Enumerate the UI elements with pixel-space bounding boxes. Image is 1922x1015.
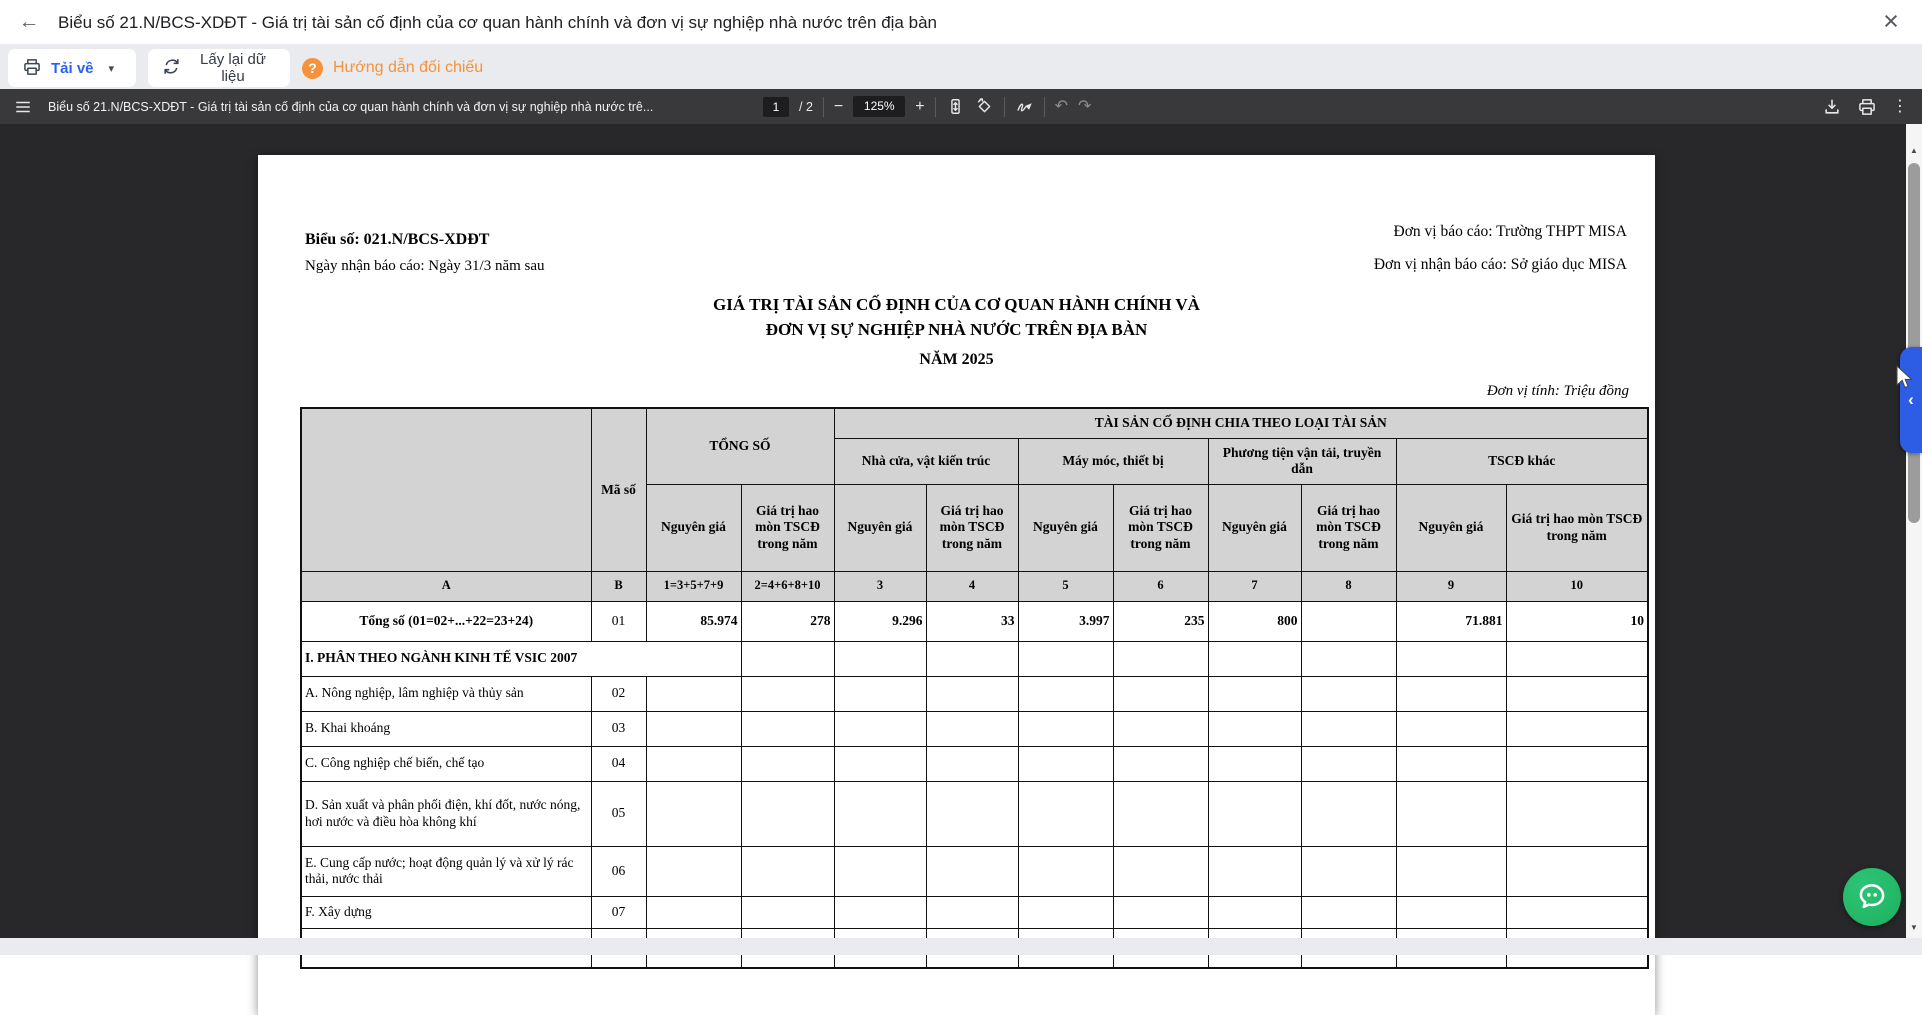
empty-cell <box>1396 781 1506 846</box>
col-header-tong-so: TỔNG SỐ <box>646 408 834 484</box>
question-icon: ? <box>302 58 323 79</box>
download-button[interactable] <box>8 49 136 87</box>
download-label: Tải về <box>51 59 94 77</box>
toolbar-divider <box>1004 97 1005 117</box>
empty-cell <box>1506 711 1648 746</box>
pdf-toolbar-left <box>14 89 653 124</box>
pdf-toolbar-right <box>1822 89 1908 124</box>
undo-button[interactable]: ↶ <box>1054 98 1068 115</box>
empty-cell <box>1301 746 1396 781</box>
col-header-category: TSCĐ khác <box>1396 438 1648 484</box>
toolbar-divider <box>823 97 824 117</box>
empty-cell <box>646 711 741 746</box>
empty-cell <box>741 676 834 711</box>
col-header-category: Phương tiện vận tải, truyền dẫn <box>1208 438 1396 484</box>
col-header-hao-mon: Giá trị hao mòn TSCĐ trong năm <box>1506 484 1648 571</box>
total-code: 01 <box>591 601 646 641</box>
bottom-scroll-strip <box>0 938 1922 955</box>
zoom-level-input[interactable]: 125% <box>853 96 905 117</box>
window-title: Biểu số 21.N/BCS-XDĐT - Giá trị tài sản cố định của cơ quan hành chính và đơn vị sự nghiệp nhà nước trên địa bàn <box>58 13 937 32</box>
action-toolbar <box>0 44 1922 89</box>
pdf-toolbar-center <box>763 89 1091 124</box>
close-button[interactable]: × <box>1883 6 1899 36</box>
empty-cell <box>741 746 834 781</box>
zoom-out-button[interactable]: − <box>833 98 844 115</box>
empty-cell <box>1113 846 1208 896</box>
table-row <box>301 711 1648 746</box>
empty-cell <box>1396 896 1506 928</box>
col-code: A <box>301 571 591 601</box>
col-header-category: Nhà cửa, vật kiến trúc <box>834 438 1018 484</box>
annotate-pen-icon[interactable] <box>1015 97 1034 116</box>
form-number: Biểu số: 021.N/BCS-XDĐT <box>305 231 490 248</box>
empty-cell <box>1113 641 1208 676</box>
chevron-down-icon[interactable]: ▾ <box>108 62 115 75</box>
fit-page-icon[interactable] <box>946 97 965 116</box>
empty-cell <box>1018 641 1113 676</box>
chat-support-button[interactable] <box>1843 868 1901 926</box>
page-count-label: / 2 <box>799 99 813 114</box>
empty-cell <box>834 711 926 746</box>
empty-cell <box>741 846 834 896</box>
row-label: B. Khai khoáng <box>301 711 591 746</box>
col-header-nguyen-gia: Nguyên giá <box>1018 484 1113 571</box>
empty-cell <box>1506 676 1648 711</box>
report-title-line2: ĐƠN VỊ SỰ NGHIỆP NHÀ NƯỚC TRÊN ĐỊA BÀN <box>765 320 1148 339</box>
row-code: 05 <box>591 781 646 846</box>
col-header-category: Máy móc, thiết bị <box>1018 438 1208 484</box>
col-header-nguyen-gia: Nguyên giá <box>646 484 741 571</box>
titlebar <box>0 0 1922 44</box>
empty-cell <box>834 746 926 781</box>
empty-cell <box>741 711 834 746</box>
redo-button[interactable]: ↷ <box>1078 98 1092 115</box>
row-code: 02 <box>591 676 646 711</box>
empty-cell <box>1506 746 1648 781</box>
zoom-in-button[interactable]: + <box>915 98 925 115</box>
total-label: Tổng số (01=02+...+22=23+24) <box>301 601 591 641</box>
pdf-viewport[interactable] <box>0 124 1922 938</box>
empty-cell <box>1113 746 1208 781</box>
col-header-hao-mon: Giá trị hao mòn TSCĐ trong năm <box>741 484 834 571</box>
total-value <box>1301 601 1396 641</box>
col-code: 7 <box>1208 571 1301 601</box>
row-code: 06 <box>591 846 646 896</box>
col-header-hao-mon: Giá trị hao mòn TSCĐ trong năm <box>1113 484 1208 571</box>
column-codes-row <box>301 571 1648 601</box>
empty-cell <box>834 896 926 928</box>
empty-cell <box>741 896 834 928</box>
empty-cell <box>926 781 1018 846</box>
report-title-line1: GIÁ TRỊ TÀI SẢN CỐ ĐỊNH CỦA CƠ QUAN HÀNH CHÍNH VÀ <box>713 295 1200 314</box>
total-value: 85.974 <box>646 601 741 641</box>
reload-data-label: Lấy lại dữ liệu <box>200 51 266 85</box>
scroll-up-arrow-icon[interactable]: ▲ <box>1910 146 1918 155</box>
print-icon[interactable] <box>1857 97 1877 117</box>
pdf-document-title: Biểu số 21.N/BCS-XDĐT - Giá trị tài sản cố định của cơ quan hành chính và đơn vị sự nghiệp nhà nước trê... <box>48 99 654 114</box>
refresh-icon <box>162 57 181 79</box>
row-code: 03 <box>591 711 646 746</box>
row-label: E. Cung cấp nước; hoạt động quản lý và xử lý rác thải, nước thải <box>301 846 591 896</box>
row-code: 04 <box>591 746 646 781</box>
unit-of-measure-note: Đơn vị tính: Triệu đồng <box>1486 383 1629 399</box>
row-label: D. Sản xuất và phân phối điện, khí đốt, nước nóng, hơi nước và điều hòa không khí <box>301 781 591 846</box>
total-value: 33 <box>926 601 1018 641</box>
empty-cell <box>1113 676 1208 711</box>
empty-cell <box>1301 846 1396 896</box>
guide-link[interactable] <box>302 49 483 87</box>
chevron-left-icon: ‹ <box>1908 390 1914 409</box>
col-header-nguyen-gia: Nguyên giá <box>1208 484 1301 571</box>
report-table <box>300 407 1649 969</box>
report-year: NĂM 2025 <box>919 351 994 368</box>
total-row <box>301 601 1648 641</box>
col-header-hao-mon: Giá trị hao mòn TSCĐ trong năm <box>1301 484 1396 571</box>
empty-cell <box>741 781 834 846</box>
empty-cell <box>1396 676 1506 711</box>
empty-cell <box>1113 711 1208 746</box>
empty-cell <box>1506 641 1648 676</box>
toolbar-divider <box>935 97 936 117</box>
empty-cell <box>1396 711 1506 746</box>
col-code: 1=3+5+7+9 <box>646 571 741 601</box>
scroll-down-arrow-icon[interactable]: ▼ <box>1910 923 1918 932</box>
col-code: 9 <box>1396 571 1506 601</box>
guide-label: Hướng dẫn đối chiếu <box>333 59 484 76</box>
empty-cell <box>646 896 741 928</box>
col-code: 2=4+6+8+10 <box>741 571 834 601</box>
col-code: 10 <box>1506 571 1648 601</box>
row-label: F. Xây dựng <box>301 896 591 928</box>
total-value: 10 <box>1506 601 1648 641</box>
col-header-nguyen-gia: Nguyên giá <box>1396 484 1506 571</box>
empty-cell <box>1208 641 1301 676</box>
empty-cell <box>1018 781 1113 846</box>
report-receive-date: Ngày nhận báo cáo: Ngày 31/3 năm sau <box>305 258 545 274</box>
menu-icon[interactable] <box>14 98 32 116</box>
empty-cell <box>1301 711 1396 746</box>
more-options-icon[interactable]: ⋮ <box>1892 98 1908 115</box>
empty-cell <box>1018 746 1113 781</box>
toolbar-divider <box>1044 97 1045 117</box>
rotate-icon[interactable] <box>975 97 994 116</box>
col-header-nguyen-gia: Nguyên giá <box>834 484 926 571</box>
section-row <box>301 641 1648 676</box>
col-code: 5 <box>1018 571 1113 601</box>
reporting-unit: Đơn vị báo cáo: Trường THPT MISA <box>1393 223 1627 240</box>
empty-cell <box>926 676 1018 711</box>
empty-cell <box>834 781 926 846</box>
receiving-unit: Đơn vị nhận báo cáo: Sở giáo dục MISA <box>1373 256 1627 273</box>
total-value: 9.296 <box>834 601 926 641</box>
empty-cell <box>1506 896 1648 928</box>
empty-cell <box>834 846 926 896</box>
empty-cell <box>1208 746 1301 781</box>
table-row <box>301 746 1648 781</box>
empty-cell <box>646 846 741 896</box>
total-value: 3.997 <box>1018 601 1113 641</box>
empty-cell <box>1396 846 1506 896</box>
empty-cell <box>1208 781 1301 846</box>
pdf-toolbar <box>0 89 1922 124</box>
col-code: 3 <box>834 571 926 601</box>
table-row <box>301 781 1648 846</box>
empty-cell <box>646 746 741 781</box>
col-code: B <box>591 571 646 601</box>
empty-cell <box>1396 641 1506 676</box>
page-number-input[interactable]: 1 <box>763 97 789 117</box>
scrollbar-thumb[interactable] <box>1908 163 1920 523</box>
section-label: I. PHÂN THEO NGÀNH KINH TẾ VSIC 2007 <box>301 641 741 676</box>
empty-cell <box>1208 896 1301 928</box>
empty-cell <box>1113 781 1208 846</box>
empty-cell <box>646 676 741 711</box>
table-row <box>301 676 1648 711</box>
total-value: 71.881 <box>1396 601 1506 641</box>
row-label: A. Nông nghiệp, lâm nghiệp và thủy sản <box>301 676 591 711</box>
empty-cell <box>1113 896 1208 928</box>
empty-cell <box>926 896 1018 928</box>
col-code: 8 <box>1301 571 1396 601</box>
printer-icon <box>22 57 42 80</box>
col-code: 4 <box>926 571 1018 601</box>
vertical-scrollbar[interactable] <box>1906 124 1922 938</box>
empty-cell <box>1208 846 1301 896</box>
table-row <box>301 896 1648 928</box>
back-button[interactable]: ← <box>18 10 40 33</box>
empty-cell <box>1301 896 1396 928</box>
col-header-hao-mon: Giá trị hao mòn TSCĐ trong năm <box>926 484 1018 571</box>
row-label: C. Công nghiệp chế biến, chế tạo <box>301 746 591 781</box>
table-row <box>301 846 1648 896</box>
total-value: 278 <box>741 601 834 641</box>
empty-cell <box>1018 676 1113 711</box>
empty-cell <box>1301 781 1396 846</box>
empty-cell <box>1301 641 1396 676</box>
empty-cell <box>926 746 1018 781</box>
empty-cell <box>1018 846 1113 896</box>
total-value: 235 <box>1113 601 1208 641</box>
empty-cell <box>926 846 1018 896</box>
empty-cell <box>1396 746 1506 781</box>
empty-cell <box>646 781 741 846</box>
empty-cell <box>834 676 926 711</box>
empty-cell <box>926 711 1018 746</box>
sidebar-expand-button[interactable] <box>1900 347 1922 453</box>
row-code: 07 <box>591 896 646 928</box>
empty-cell <box>1506 846 1648 896</box>
empty-cell <box>1506 781 1648 846</box>
corner-cell <box>301 408 591 571</box>
col-header-group: TÀI SẢN CỐ ĐỊNH CHIA THEO LOẠI TÀI SẢN <box>834 408 1648 438</box>
col-code: 6 <box>1113 571 1208 601</box>
empty-cell <box>1208 676 1301 711</box>
empty-cell <box>834 641 926 676</box>
pdf-page <box>258 155 1655 1015</box>
empty-cell <box>1018 711 1113 746</box>
header-row-1 <box>301 408 1648 438</box>
empty-cell <box>1301 676 1396 711</box>
empty-cell <box>1208 711 1301 746</box>
empty-cell <box>741 641 834 676</box>
empty-cell <box>1018 896 1113 928</box>
chat-bubble-icon <box>1853 877 1891 918</box>
total-value: 800 <box>1208 601 1301 641</box>
col-header-ma-so: Mã số <box>591 408 646 571</box>
empty-cell <box>926 641 1018 676</box>
reload-data-button[interactable] <box>148 49 290 87</box>
download-icon[interactable] <box>1822 97 1842 117</box>
